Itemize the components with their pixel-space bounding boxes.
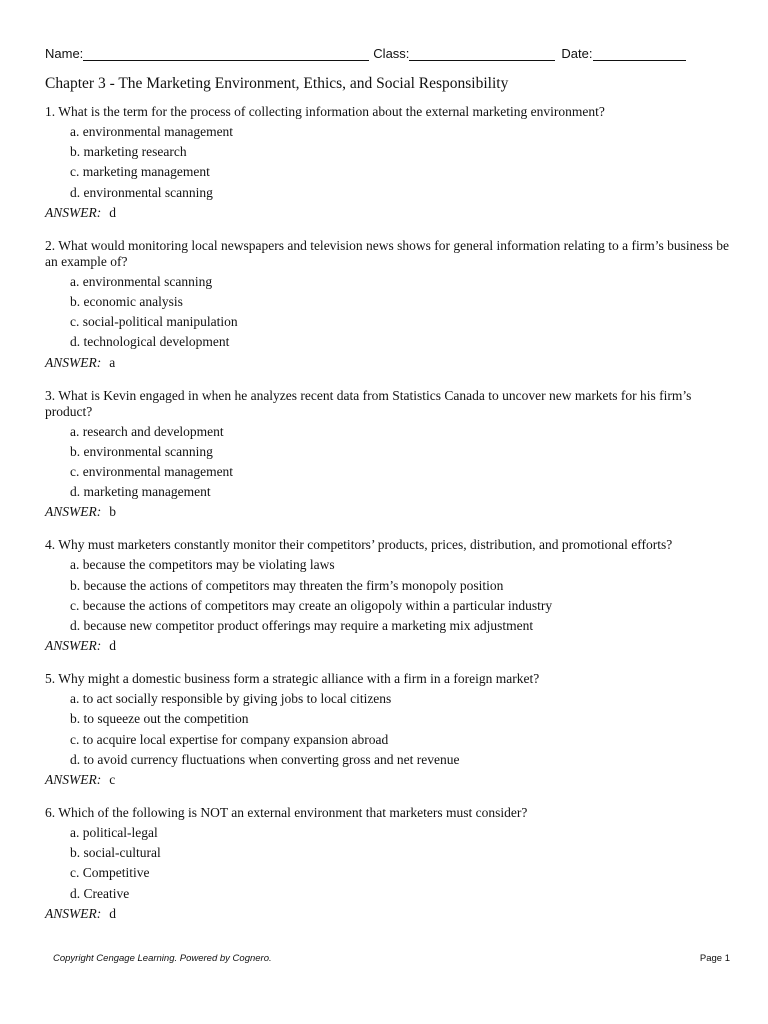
answer-value: c (109, 772, 116, 788)
question-stem: 5. Why might a domestic business form a strategic alliance with a firm in a foreign market? (45, 671, 540, 687)
answer-option: c. social-political manipulation (70, 314, 238, 330)
answer-options (45, 122, 735, 203)
answer-option: c. to acquire local expertise for company expansion abroad (70, 731, 389, 747)
answer-option: d. because new competitor product offerings may require a marketing mix adjustment (70, 618, 534, 634)
answer-value: d (109, 905, 116, 921)
answer-options (45, 272, 735, 353)
answer-option: a. political-legal (70, 825, 158, 841)
answer-options (45, 689, 735, 770)
answer-option: d. Creative (70, 885, 130, 901)
question-stem: 4. Why must marketers constantly monitor their competitors’ products, prices, distribution, and promotional efforts? (45, 537, 673, 553)
name-label: Name: (45, 46, 84, 61)
question-stem: 3. What is Kevin engaged in when he analyzes recent data from Statistics Canada to uncover new markets for his firm’s product? (45, 387, 692, 419)
page-title: Chapter 3 - The Marketing Environment, Ethics, and Social Responsibility (45, 75, 509, 92)
answer-option: a. because the competitors may be violating laws (70, 557, 335, 573)
student-info-header (45, 45, 723, 61)
question-2 (45, 238, 735, 373)
answer-value: d (109, 638, 116, 654)
answer-options (45, 555, 735, 636)
answer-label: ANSWER: (45, 638, 102, 654)
answer-option: c. Competitive (70, 865, 150, 881)
name-field[interactable] (83, 45, 369, 61)
answer-label: ANSWER: (45, 354, 102, 370)
copyright-text: Copyright Cengage Learning. Powered by Cognero. (53, 953, 272, 964)
answer-option: b. to squeeze out the competition (70, 711, 249, 727)
page-footer (53, 953, 730, 964)
answer-option: d. marketing management (70, 484, 211, 500)
answer-line (45, 770, 735, 790)
answer-options (45, 823, 735, 904)
answer-option: b. because the actions of competitors may threaten the firm’s monopoly position (70, 577, 504, 593)
question-6 (45, 805, 735, 924)
page-number: Page 1 (699, 953, 730, 964)
answer-line (45, 904, 735, 924)
answer-value: d (109, 204, 116, 220)
answer-option: a. environmental management (70, 124, 234, 139)
answer-option: d. environmental scanning (70, 184, 213, 200)
question-5 (45, 671, 735, 790)
answer-value: b (109, 504, 116, 520)
class-field[interactable] (409, 45, 555, 61)
answer-option: a. to act socially responsible by giving jobs to local citizens (70, 691, 392, 707)
answer-option: c. because the actions of competitors may create an oligopoly within a particular industry (70, 597, 553, 613)
answer-line (45, 353, 735, 373)
answer-option: d. technological development (70, 334, 230, 350)
answer-line (45, 636, 735, 656)
question-3 (45, 388, 735, 523)
answer-option: b. environmental scanning (70, 443, 213, 459)
answer-option: a. environmental scanning (70, 273, 213, 289)
answer-option: c. environmental management (70, 464, 234, 480)
answer-line (45, 502, 735, 522)
answer-label: ANSWER: (45, 204, 102, 220)
class-label: Class: (373, 46, 410, 61)
answer-option: c. marketing management (70, 164, 210, 180)
answer-label: ANSWER: (45, 504, 102, 520)
date-field[interactable] (593, 45, 686, 61)
question-1 (45, 104, 735, 223)
question-stem: 2. What would monitoring local newspapers and television news shows for general information relating to a firm’s business be an example of? (45, 237, 729, 269)
answer-option: a. research and development (70, 423, 224, 439)
question-stem: 6. Which of the following is NOT an external environment that marketers must consider? (45, 805, 528, 821)
question-4 (45, 537, 735, 656)
answer-option: b. marketing research (70, 144, 187, 160)
answer-options (45, 422, 735, 503)
answer-label: ANSWER: (45, 905, 102, 921)
answer-value: a (109, 354, 116, 370)
question-list (45, 104, 735, 939)
answer-option: b. economic analysis (70, 294, 183, 310)
answer-line (45, 203, 735, 223)
date-label: Date: (561, 46, 593, 61)
answer-option: b. social-cultural (70, 845, 161, 861)
answer-option: d. to avoid currency fluctuations when converting gross and net revenue (70, 751, 460, 767)
answer-label: ANSWER: (45, 772, 102, 788)
question-stem: 1. What is the term for the process of collecting information about the external marketing environment? (45, 104, 605, 119)
